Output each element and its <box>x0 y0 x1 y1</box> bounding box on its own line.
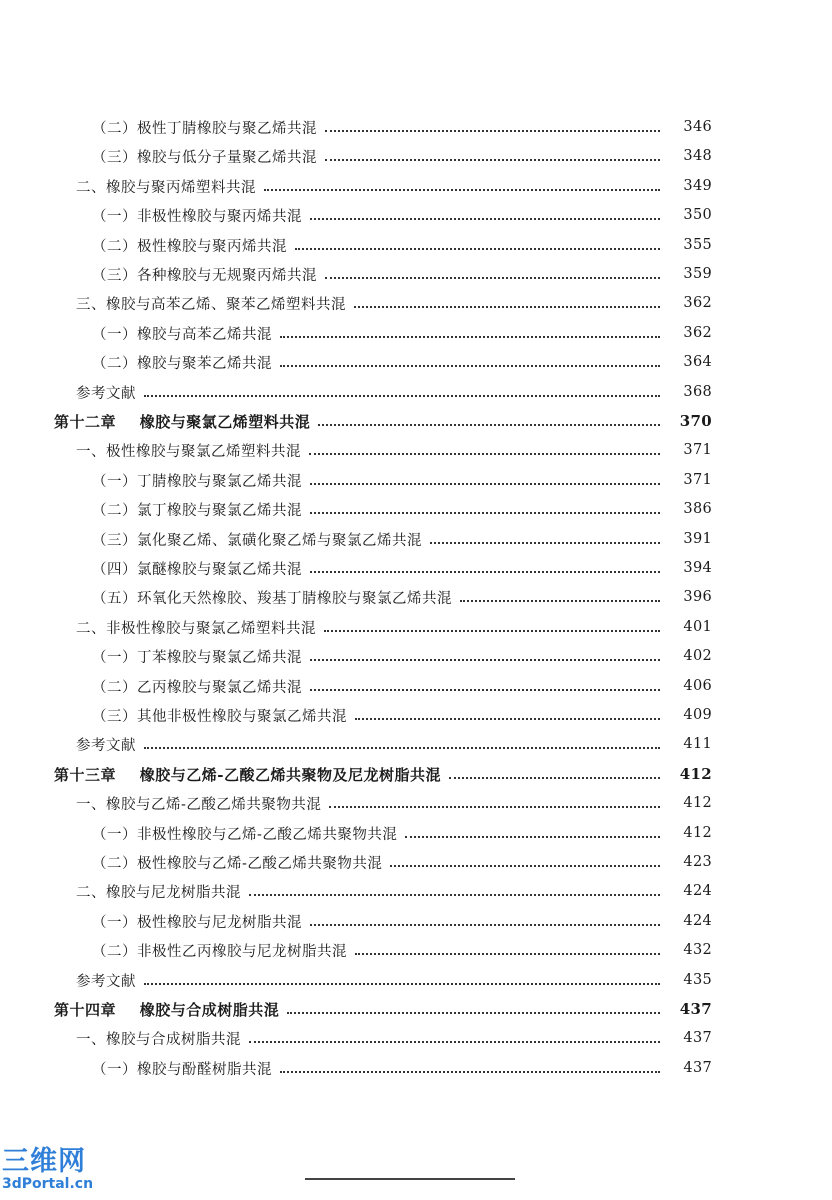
toc-entry <box>0 497 712 521</box>
dot-leader <box>280 365 660 367</box>
footer-rule <box>305 1178 515 1180</box>
toc-entry-page: 411 <box>683 736 712 752</box>
toc-entry-title: 第十三章 橡胶与乙烯-乙酸乙烯共聚物及尼龙树脂共混 <box>54 765 441 784</box>
toc-entry-page: 362 <box>683 295 712 311</box>
dot-leader <box>405 836 660 838</box>
dot-leader <box>310 218 660 220</box>
toc-entry <box>0 879 712 903</box>
toc-chapter-entry <box>0 997 712 1021</box>
toc-entry-title: （二）极性橡胶与聚丙烯共混 <box>92 238 287 255</box>
dot-leader <box>310 571 660 573</box>
dot-leader <box>144 747 660 749</box>
dot-leader <box>249 894 660 896</box>
toc-entry-title: （三）其他非极性橡胶与聚氯乙烯共混 <box>92 708 347 725</box>
toc-entry <box>0 1026 712 1050</box>
toc-entry-title: （一）非极性橡胶与乙烯-乙酸乙烯共聚物共混 <box>92 826 398 843</box>
toc-entry <box>0 909 712 933</box>
toc-entry-title: （二）橡胶与聚苯乙烯共混 <box>92 355 272 372</box>
toc-entry-title: 一、橡胶与乙烯-乙酸乙烯共聚物共混 <box>76 796 322 813</box>
toc-entry <box>0 321 712 345</box>
toc-entry-title: （三）橡胶与低分子量聚乙烯共混 <box>92 149 317 166</box>
toc-entry-page: 412 <box>679 765 712 783</box>
toc-entry-title: （一）极性橡胶与尼龙树脂共混 <box>92 914 302 931</box>
toc-entry <box>0 968 712 992</box>
dot-leader <box>390 865 660 867</box>
toc-entry-page: 368 <box>683 384 712 400</box>
dot-leader <box>460 600 660 602</box>
toc-entry <box>0 144 712 168</box>
toc-entry-page: 437 <box>683 1060 712 1076</box>
toc-entry-title: 参考文献 <box>76 385 136 402</box>
toc-entry-title: 第十四章 橡胶与合成树脂共混 <box>54 1000 280 1019</box>
dot-leader <box>280 1071 660 1073</box>
toc-entry <box>0 850 712 874</box>
toc-entry-title: 二、橡胶与尼龙树脂共混 <box>76 884 241 901</box>
dot-leader <box>310 689 660 691</box>
toc-entry-page: 401 <box>683 619 712 635</box>
toc-entry-title: 二、橡胶与聚丙烯塑料共混 <box>76 179 256 196</box>
dot-leader <box>144 983 660 985</box>
toc-entry-title: （一）橡胶与高苯乙烯共混 <box>92 326 272 343</box>
toc-entry-title: （五）环氧化天然橡胶、羧基丁腈橡胶与聚氯乙烯共混 <box>92 590 452 607</box>
watermark-url: 3dPortal.cn <box>2 1176 94 1192</box>
toc-entry-title: 参考文献 <box>76 973 136 990</box>
toc-entry-title: 参考文献 <box>76 737 136 754</box>
toc-entry-title: （一）丁腈橡胶与聚氯乙烯共混 <box>92 473 302 490</box>
toc-chapter-entry <box>0 409 712 433</box>
toc-entry <box>0 732 712 756</box>
dot-leader <box>329 806 660 808</box>
toc-entry-title: （三）氯化聚乙烯、氯磺化聚乙烯与聚氯乙烯共混 <box>92 532 422 549</box>
toc-entry-page: 402 <box>683 648 712 664</box>
toc-entry-page: 355 <box>683 237 712 253</box>
toc-entry-page: 359 <box>683 266 712 282</box>
toc-entry-page: 394 <box>683 560 712 576</box>
toc-entry-page: 371 <box>683 472 712 488</box>
toc-entry <box>0 938 712 962</box>
toc-entry-page: 371 <box>683 442 712 458</box>
toc-entry <box>0 821 712 845</box>
toc-entry <box>0 203 712 227</box>
dot-leader <box>310 659 660 661</box>
watermark-logo <box>2 1148 93 1191</box>
toc-entry-page: 412 <box>683 825 712 841</box>
toc-entry-page: 391 <box>683 531 712 547</box>
toc-entry-page: 349 <box>683 178 712 194</box>
toc-entry-page: 346 <box>683 119 712 135</box>
toc-entry-page: 409 <box>683 707 712 723</box>
toc-entry-page: 435 <box>683 972 712 988</box>
dot-leader <box>354 306 660 308</box>
toc-entry <box>0 615 712 639</box>
toc-entry-title: 一、橡胶与合成树脂共混 <box>76 1031 241 1048</box>
toc-chapter-entry <box>0 762 712 786</box>
dot-leader <box>325 277 660 279</box>
toc-entry-page: 412 <box>683 795 712 811</box>
toc-entry-title: 三、橡胶与高苯乙烯、聚苯乙烯塑料共混 <box>76 296 346 313</box>
toc-entry <box>0 468 712 492</box>
dot-leader <box>449 777 660 779</box>
toc-entry-title: 第十二章 橡胶与聚氯乙烯塑料共混 <box>54 412 311 431</box>
toc-entry-page: 432 <box>683 942 712 958</box>
toc-entry <box>0 262 712 286</box>
toc-entry-title: （四）氯醚橡胶与聚氯乙烯共混 <box>92 561 302 578</box>
dot-leader <box>280 336 660 338</box>
toc-entry <box>0 174 712 198</box>
dot-leader <box>249 1041 660 1043</box>
dot-leader <box>309 453 660 455</box>
dot-leader <box>310 924 660 926</box>
toc-entry-title: （二）氯丁橡胶与聚氯乙烯共混 <box>92 502 302 519</box>
toc-entry <box>0 233 712 257</box>
dot-leader <box>318 424 660 426</box>
toc-entry <box>0 350 712 374</box>
toc-entry-page: 386 <box>683 501 712 517</box>
toc-entry-title: （二）乙丙橡胶与聚氯乙烯共混 <box>92 679 302 696</box>
dot-leader <box>310 512 660 514</box>
toc-entry-page: 396 <box>683 589 712 605</box>
dot-leader <box>324 630 660 632</box>
toc-entry <box>0 644 712 668</box>
toc-entry <box>0 674 712 698</box>
dot-leader <box>287 1012 660 1014</box>
toc-entry <box>0 115 712 139</box>
toc-entry <box>0 703 712 727</box>
toc-entry-page: 348 <box>683 148 712 164</box>
toc-entry-title: （二）极性丁腈橡胶与聚乙烯共混 <box>92 120 317 137</box>
dot-leader <box>325 130 660 132</box>
dot-leader <box>310 483 660 485</box>
toc-entry-page: 437 <box>683 1030 712 1046</box>
dot-leader <box>264 189 660 191</box>
dot-leader <box>144 395 660 397</box>
toc-entry <box>0 556 712 580</box>
toc-entry-page: 423 <box>683 854 712 870</box>
dot-leader <box>355 718 660 720</box>
toc-entry <box>0 1056 712 1080</box>
watermark-logo-text: 三维网 <box>2 1146 86 1177</box>
toc-entry-title: （一）橡胶与酚醛树脂共混 <box>92 1061 272 1078</box>
dot-leader <box>355 953 660 955</box>
toc-entry-title: （一）非极性橡胶与聚丙烯共混 <box>92 208 302 225</box>
toc-entry <box>0 291 712 315</box>
dot-leader <box>325 159 660 161</box>
toc-entry-page: 424 <box>683 913 712 929</box>
toc-entry-page: 370 <box>679 412 712 430</box>
toc-entry-page: 424 <box>683 883 712 899</box>
toc-entry <box>0 438 712 462</box>
toc-entry-title: （三）各种橡胶与无规聚丙烯共混 <box>92 267 317 284</box>
dot-leader <box>295 248 660 250</box>
toc-entry <box>0 585 712 609</box>
toc-entry-page: 406 <box>683 678 712 694</box>
toc-entry-page: 350 <box>683 207 712 223</box>
toc-entry-title: （二）极性橡胶与乙烯-乙酸乙烯共聚物共混 <box>92 855 383 872</box>
toc-entry <box>0 791 712 815</box>
toc-entry <box>0 380 712 404</box>
toc-entry-title: 一、极性橡胶与聚氯乙烯塑料共混 <box>76 443 301 460</box>
toc-entry-page: 364 <box>683 354 712 370</box>
toc-entry-page: 362 <box>683 325 712 341</box>
toc-entry-page: 437 <box>679 1000 712 1018</box>
toc-entry-title: （一）丁苯橡胶与聚氯乙烯共混 <box>92 649 302 666</box>
toc-entry-title: 二、非极性橡胶与聚氯乙烯塑料共混 <box>76 620 316 637</box>
dot-leader <box>430 542 660 544</box>
toc-entry-title: （二）非极性乙丙橡胶与尼龙树脂共混 <box>92 943 347 960</box>
toc-entry <box>0 527 712 551</box>
